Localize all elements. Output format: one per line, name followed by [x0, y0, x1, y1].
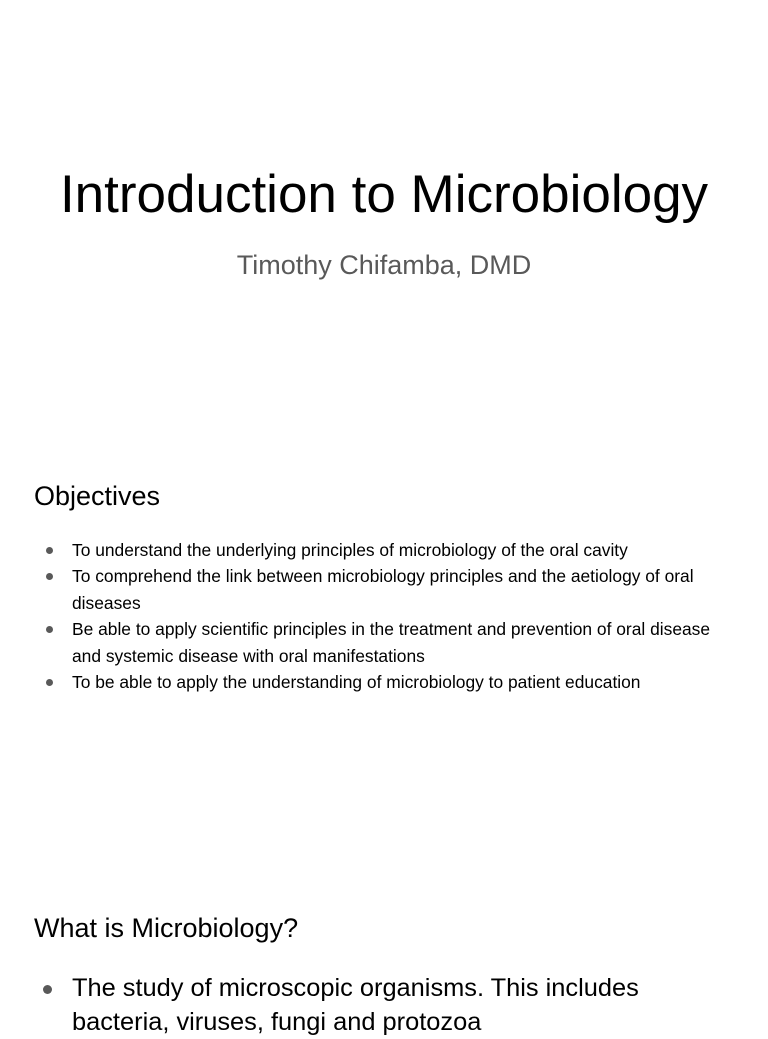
slide-subtitle-author: Timothy Chifamba, DMD [236, 250, 532, 280]
bullet-icon [46, 679, 53, 686]
bullet-icon [46, 547, 53, 554]
what-is-microbiology-slide [0, 860, 768, 1036]
list-item [0, 971, 768, 1039]
list-item-text: Be able to apply scientific principles in the treatment and prevention of oral disease and systemic disease with oral manifestations [72, 619, 711, 666]
objectives-heading: Objectives [34, 481, 161, 511]
list-item [0, 563, 768, 616]
list-item-text: To be able to apply the understanding of microbiology to patient education [72, 672, 641, 693]
list-item-text: To understand the underlying principles of microbiology of the oral cavity [72, 540, 628, 560]
list-item [0, 669, 768, 695]
list-item [0, 537, 768, 563]
list-item [0, 616, 768, 669]
list-item-text: The study of microscopic organisms. This includes bacteria, viruses, fungi and protozoa [72, 974, 639, 1036]
bullet-icon [43, 985, 52, 994]
slide-title: Introduction to Microbiology [59, 165, 709, 224]
objectives-slide [0, 430, 768, 860]
objectives-list [0, 537, 768, 695]
list-item-text: To comprehend the link between microbiology principles and the aetiology of oral diseases [72, 566, 694, 613]
title-slide [0, 0, 768, 430]
bullet-icon [46, 573, 53, 580]
bullet-icon [46, 626, 53, 633]
definition-list [0, 971, 768, 1039]
what-is-microbiology-heading: What is Microbiology? [34, 913, 299, 943]
